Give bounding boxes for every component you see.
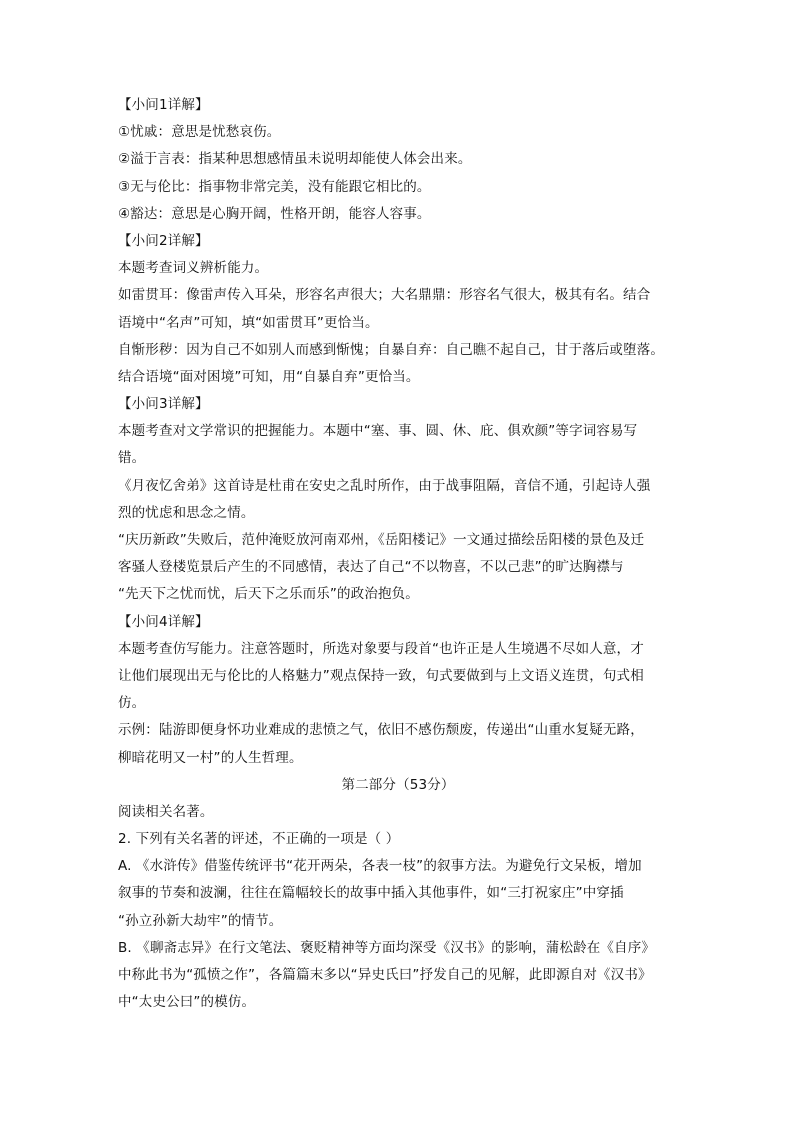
answer-text-body	[118, 92, 678, 1016]
text-line: ④豁达：意思是心胸开阔，性格开朗，能容人容事。	[118, 205, 431, 222]
text-line: 自惭形秽：因为自己不如别人而感到惭愧；自暴自弃：自己瞧不起自己，甘于落后或堕落。	[118, 341, 664, 358]
option-a-line: A. 《水浒传》借鉴传统评书“花开两朵，各表一枝”的叙事方法。为避免行文呆板，增加	[118, 858, 642, 875]
question-4-heading: 【小问4详解】	[118, 613, 209, 630]
text-line: 结合语境“面对困境”可知，用“自暴自弃”更恰当。	[118, 368, 420, 385]
text-line: 错。	[118, 450, 146, 467]
question-3-heading: 【小问3详解】	[118, 396, 209, 413]
text-line: 示例：陆游即便身怀功业难成的悲愤之气，依旧不感伤颓废，传递出“山重水复疑无路，	[118, 722, 644, 739]
text-line: ②溢于言表：指某种思想感情虽未说明却能使人体会出来。	[118, 151, 472, 168]
text-line: 如雷贯耳：像雷声传入耳朵，形容名声很大；大名鼎鼎：形容名气很大，极其有名。结合	[118, 287, 651, 304]
text-line: 阅读相关名著。	[118, 803, 214, 820]
text-line: 柳暗花明又一村”的人生哲理。	[118, 749, 303, 766]
text-line: ③无与伦比：指事物非常完美，没有能跟它相比的。	[118, 178, 431, 195]
option-b-line: 中称此书为“孤愤之作”，各篇篇末多以“异史氏曰”抒发自己的见解，此即源自对《汉书》	[118, 967, 652, 983]
text-line: 语境中“名声”可知，填“如雷贯耳”更恰当。	[118, 314, 379, 331]
option-a-line: 叙事的节奏和波澜，往往在篇幅较长的故事中插入其他事件，如“三打祝家庄”中穿插	[118, 885, 624, 902]
text-line: 烈的忧虑和思念之情。	[118, 504, 255, 521]
option-b-line: B. 《聊斋志异》在行文笔法、褒贬精神等方面均深受《汉书》的影响，蒲松龄在《自序》	[118, 939, 655, 956]
question-stem: 2. 下列有关名著的评述，不正确的一项是（ ）	[118, 831, 400, 848]
section-title: 第二部分（53分）	[341, 776, 455, 793]
text-line: 本题考查对文学常识的把握能力。本题中“塞、事、圆、休、庇、俱欢颜”等字词容易写	[118, 423, 638, 440]
text-line: 仿。	[118, 695, 146, 712]
text-line: 本题考查词义辨析能力。	[118, 260, 269, 277]
text-line: 让他们展现出无与伦比的人格魅力”观点保持一致，句式要做到与上文语义连贯，句式相	[118, 667, 644, 684]
question-2-heading: 【小问2详解】	[118, 232, 209, 249]
text-line: ①忧戚：意思是忧愁哀伤。	[118, 124, 281, 141]
text-line: “庆历新政”失败后，范仲淹贬放河南邓州，《岳阳楼记》一文通过描绘岳阳楼的景色及迁	[118, 532, 645, 548]
text-line: 客骚人登楼览景后产生的不同感情，表达了自己“不以物喜，不以己悲”的旷达胸襟与	[118, 559, 624, 576]
text-line: 《月夜忆舍弟》这首诗是杜甫在安史之乱时所作，由于战事阻隔，音信不通，引起诗人强	[118, 477, 651, 494]
option-b-line: 中“太史公曰”的模仿。	[118, 994, 256, 1011]
text-line: “先天下之忧而忧，后天下之乐而乐”的政治抱负。	[118, 586, 419, 603]
text-line: 本题考查仿写能力。注意答题时，所选对象要与段首“也许正是人生境遇不尽如人意，才	[118, 640, 644, 657]
option-a-line: “孙立孙新大劫牢”的情节。	[118, 912, 283, 929]
question-1-heading: 【小问1详解】	[118, 97, 209, 113]
